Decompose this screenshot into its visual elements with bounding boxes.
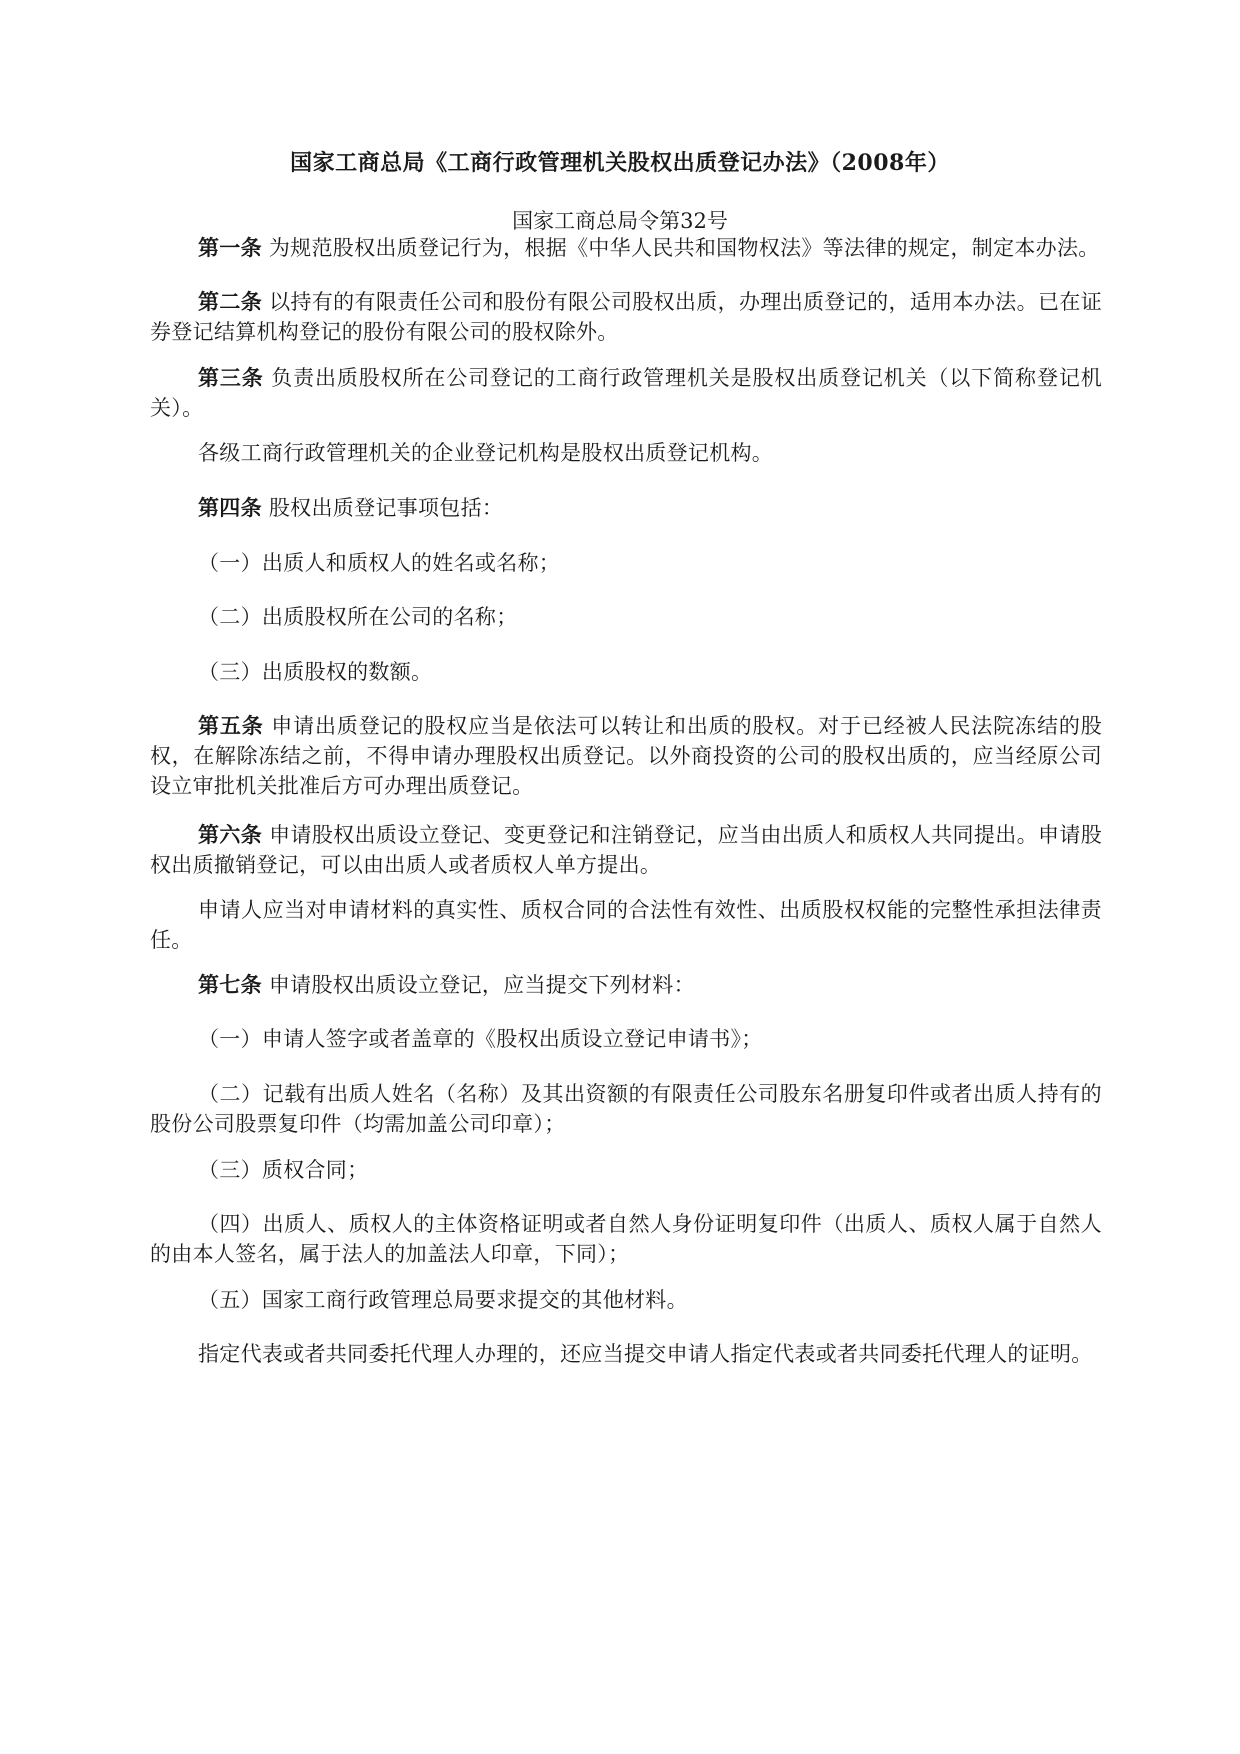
- article-text: 负责出质股权所在公司登记的工商行政管理机关是股权出质登记机关（以下简称登记机关）。: [150, 366, 1102, 420]
- list-item: [150, 657, 1102, 687]
- paragraph: [150, 895, 1102, 955]
- list-item-text: （一）申请人签字或者盖章的《股权出质设立登记申请书》；: [198, 1027, 763, 1051]
- article-text: 以持有的有限责任公司和股份有限公司股权出质，办理出质登记的，适用本办法。已在证券登记结算机构登记的股份有限公司的股权除外。: [150, 290, 1102, 344]
- list-item-text: （一）出质人和质权人的姓名或名称；: [198, 551, 561, 575]
- list-item-text: （二）记载有出质人姓名（名称）及其出资额的有限责任公司股东名册复印件或者出质人持有的股份公司股票复印件（均需加盖公司印章）；: [150, 1082, 1102, 1136]
- article-text: 股权出质登记事项包括：: [261, 496, 504, 520]
- article-1: [150, 233, 1102, 263]
- list-item-text: （五）国家工商行政管理总局要求提交的其他材料。: [198, 1288, 688, 1312]
- paragraph-text: 申请人应当对申请材料的真实性、质权合同的合法性有效性、出质股权权能的完整性承担法律责任。: [150, 898, 1102, 952]
- list-item: [150, 1285, 1102, 1315]
- list-item: [150, 1155, 1102, 1185]
- article-5: [150, 711, 1102, 801]
- list-item-text: （四）出质人、质权人的主体资格证明或者自然人身份证明复印件（出质人、质权人属于自然人的由本人签名，属于法人的加盖法人印章，下同）；: [150, 1212, 1102, 1266]
- article-6: [150, 820, 1102, 880]
- list-item: [150, 548, 1102, 578]
- document-title: 国家工商总局《工商行政管理机关股权出质登记办法》（2008年）: [290, 150, 950, 176]
- article-heading: 第三条: [198, 365, 264, 390]
- article-text: 申请出质登记的股权应当是依法可以转让和出质的股权。对于已经被人民法院冻结的股权，在解除冻结之前，不得申请办理股权出质登记。以外商投资的公司的股权出质的，应当经原公司设立审批机关批准后方可办理出质登记。: [150, 714, 1102, 798]
- article-3: [150, 363, 1102, 423]
- list-item: [150, 1024, 1102, 1054]
- article-4: [150, 493, 1102, 523]
- article-heading: 第七条: [198, 972, 262, 997]
- list-item: [150, 1209, 1102, 1269]
- article-7: [150, 970, 1102, 1000]
- article-text: 为规范股权出质登记行为，根据《中华人民共和国物权法》等法律的规定，制定本办法。: [261, 236, 1100, 260]
- list-item: [150, 602, 1102, 632]
- article-text: 申请股权出质设立登记，应当提交下列材料：: [261, 973, 695, 997]
- document-subtitle: 国家工商总局令第32号: [512, 209, 728, 233]
- list-item-text: （二）出质股权所在公司的名称；: [198, 605, 518, 629]
- article-text: 申请股权出质设立登记、变更登记和注销登记，应当由出质人和质权人共同提出。申请股权出质撤销登记，可以由出质人或者质权人单方提出。: [150, 823, 1102, 877]
- paragraph-text: 各级工商行政管理机关的企业登记机构是股权出质登记机构。: [198, 441, 774, 465]
- list-item-text: （三）质权合同；: [198, 1158, 369, 1182]
- paragraph: [150, 438, 1102, 468]
- article-heading: 第六条: [198, 822, 263, 847]
- article-heading: 第五条: [198, 713, 264, 738]
- article-heading: 第一条: [198, 235, 262, 260]
- paragraph: [150, 1339, 1102, 1369]
- list-item: [150, 1079, 1102, 1139]
- list-item-text: （三）出质股权的数额。: [198, 660, 433, 684]
- article-2: [150, 287, 1102, 347]
- article-heading: 第四条: [198, 495, 262, 520]
- paragraph-text: 指定代表或者共同委托代理人办理的，还应当提交申请人指定代表或者共同委托代理人的证明。: [198, 1342, 1093, 1366]
- article-heading: 第二条: [198, 289, 263, 314]
